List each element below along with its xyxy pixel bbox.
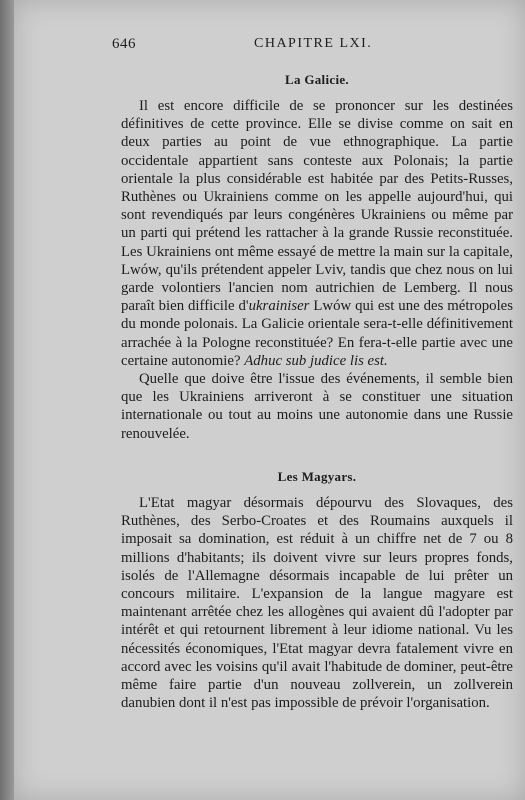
running-head [14,36,525,54]
paragraph-galicie-1 [121,97,513,370]
page-number: 646 [112,36,136,52]
paragraph-text: Il est encore difficile de se prononcer sur les destinées définitives de cette province. Elle se divise comme on sait en deux parties au point de vue ethnographique. La partie occidentale appartient sans conteste aux Polonais; la partie orientale la plus considérable est habitée par des Petits-Russes, Ruthènes ou Ukrainiens comme on les appelle aujourd'hui, qui sont revendiqués par leurs congénères Ukrainiens ou même par un parti qui prétend les rattacher à la grande Russie reconstituée. Les Ukrainiens ont même essayé de mettre la main sur la capitale, Lwów, qu'ils prétendent appeler Lviv, tandis que chez nous on lui garde volontiers l'ancien nom autrichien de Lemberg. Il nous paraît bien difficile d' [121,98,513,315]
italic-term: ukrainiser [248,298,310,315]
paragraph-text-continued: Lwów qui est une des métropoles du monde polonais. La Galicie orientale sera-t-elle définitivement arrachée à la Pologne reconstituée? En fera-t-elle partie avec une certaine autonomie? [121,298,514,369]
section-galicie [121,72,513,443]
section-heading-galicie: La Galicie. [285,72,349,87]
paragraph-magyars-1: L'Etat magyar désormais dépourvu des Slovaques, des Ruthènes, des Serbo-Croates et des Roumains auxquels il imposait sa domination, est réduit à un chiffre net de 7 ou 8 millions d'habitants; ils doivent vivre sur leurs propres fonds, isolés de l'Allemagne désormais incapable de lui prêter un concours militaire. L'expansion de la langue magyare est maintenant arrêtée chez les allogènes qui avaient dû l'adopter par intérêt et qui retournent librement à leur idiome national. Vu les nécessités économiques, l'Etat magyar devra fatalement vivre en accord avec les voisins qu'il avait l'habitude de dominer, peut-être même faire partie d'un nouveau zollverein, un zollverein danubien dont il n'est pas impossible de prévoir l'organisation. [121,495,513,712]
page-edge [0,0,14,800]
section-magyars [121,469,513,712]
section-heading-magyars: Les Magyars. [277,469,357,484]
chapter-title: CHAPITRE LXI. [254,36,373,51]
latin-quote: Adhuc sub judice lis est. [244,352,388,369]
paragraph-galicie-2: Quelle que doive être l'issue des événements, il semble bien que les Ukrainiens arriveront à se constituer une situation internationale ou tout au moins une autonomie dans une Russie renouvelée. [121,371,513,442]
book-page [14,0,525,800]
